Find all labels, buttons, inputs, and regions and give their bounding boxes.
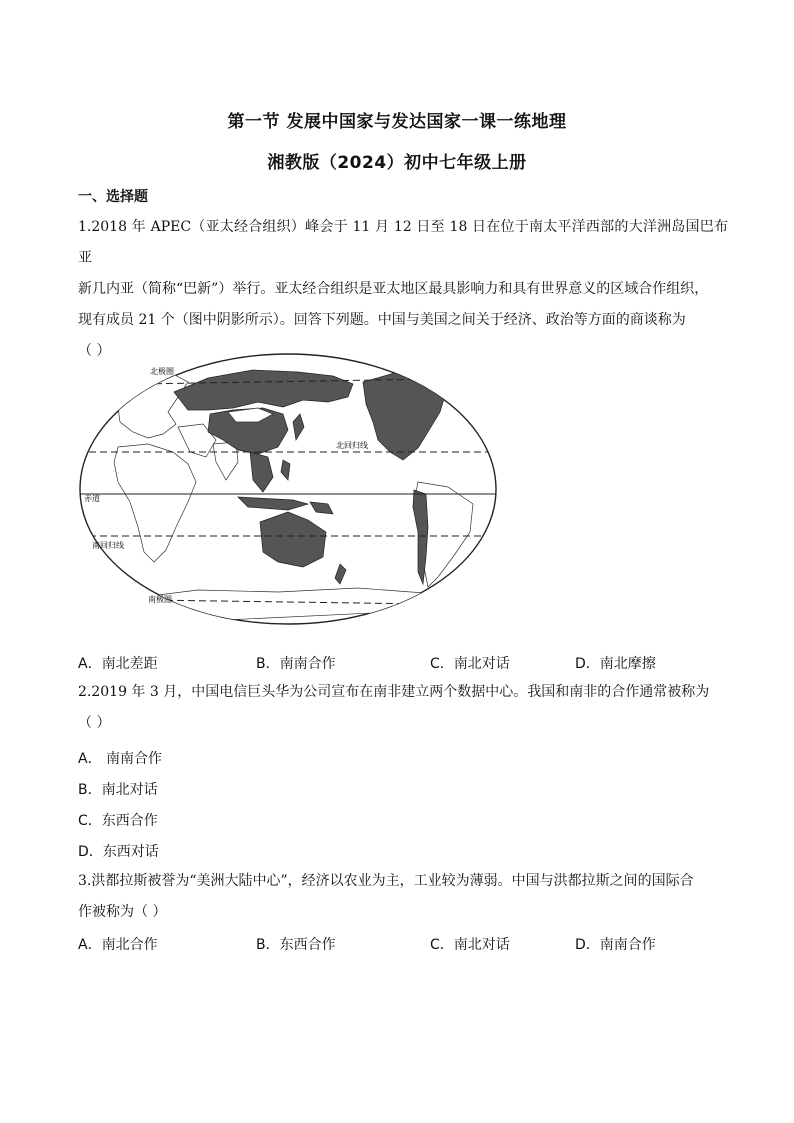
q3-option-d[interactable]: D．南南合作: [575, 937, 656, 953]
question-3-stem: [78, 866, 728, 928]
q1-option-a[interactable]: A．南北差距: [78, 656, 158, 672]
q1-option-d[interactable]: D．南北摩擦: [575, 656, 656, 672]
q2-option-c[interactable]: C．东西合作: [78, 813, 158, 829]
question-3-line: 作被称为（ ）: [78, 904, 167, 920]
world-map-apec: [78, 352, 498, 626]
document-subtitle: 湘教版（2024）初中七年级上册: [267, 153, 527, 173]
label-equator: 赤道: [84, 494, 100, 503]
q3-option-c[interactable]: C．南北对话: [430, 937, 510, 953]
section-heading: 一、选择题: [78, 189, 148, 205]
q2-option-d[interactable]: D．东西对话: [78, 844, 159, 860]
q2-option-b[interactable]: B．南北对话: [78, 782, 158, 798]
question-1-stem: [78, 212, 728, 367]
question-1-options: [78, 653, 728, 675]
question-1-line: 现有成员 21 个（图中阴影所示）。回答下列题。中国与美国之间关于经济、政治等方面的商谈称为: [78, 312, 686, 328]
greenland-outline: [438, 364, 473, 390]
question-3-options: [78, 934, 728, 956]
label-tropic-of-cancer: 北回归线: [336, 441, 368, 450]
question-3-line: 3.洪都拉斯被誉为“美洲大陆中心”，经济以农业为主，工业较为薄弱。中国与洪都拉斯之间的国际合: [78, 873, 694, 889]
question-1-line: 1.2018 年 APEC（亚太经合组织）峰会于 11 月 12 日至 18 日在位于南太平洋西部的大洋洲岛国巴布亚: [78, 219, 728, 266]
question-1-line: 新几内亚（简称“巴新”）举行。亚太经合组织是亚太地区最具影响力和具有世界意义的区域合作组织，: [78, 281, 709, 297]
question-1-line: （ ）: [78, 343, 111, 359]
question-2-stem: [78, 677, 728, 739]
q3-option-a[interactable]: A．南北合作: [78, 937, 158, 953]
label-tropic-of-capricorn: 南回归线: [92, 541, 124, 550]
q2-option-a[interactable]: A． 南南合作: [78, 751, 163, 767]
q1-option-b[interactable]: B．南南合作: [256, 656, 336, 672]
label-arctic-circle: 北极圈: [150, 367, 174, 376]
document-title: 第一节 发展中国家与发达国家一课一练地理: [227, 112, 567, 132]
q3-option-b[interactable]: B．东西合作: [256, 937, 336, 953]
label-antarctic-circle: 南极圈: [148, 595, 172, 604]
q1-option-c[interactable]: C．南北对话: [430, 656, 510, 672]
question-2-line: （ ）: [78, 715, 111, 731]
question-2-line: 2.2019 年 3 月，中国电信巨头华为公司宣布在南非建立两个数据中心。我国和南非的合作通常被称为: [78, 684, 710, 700]
